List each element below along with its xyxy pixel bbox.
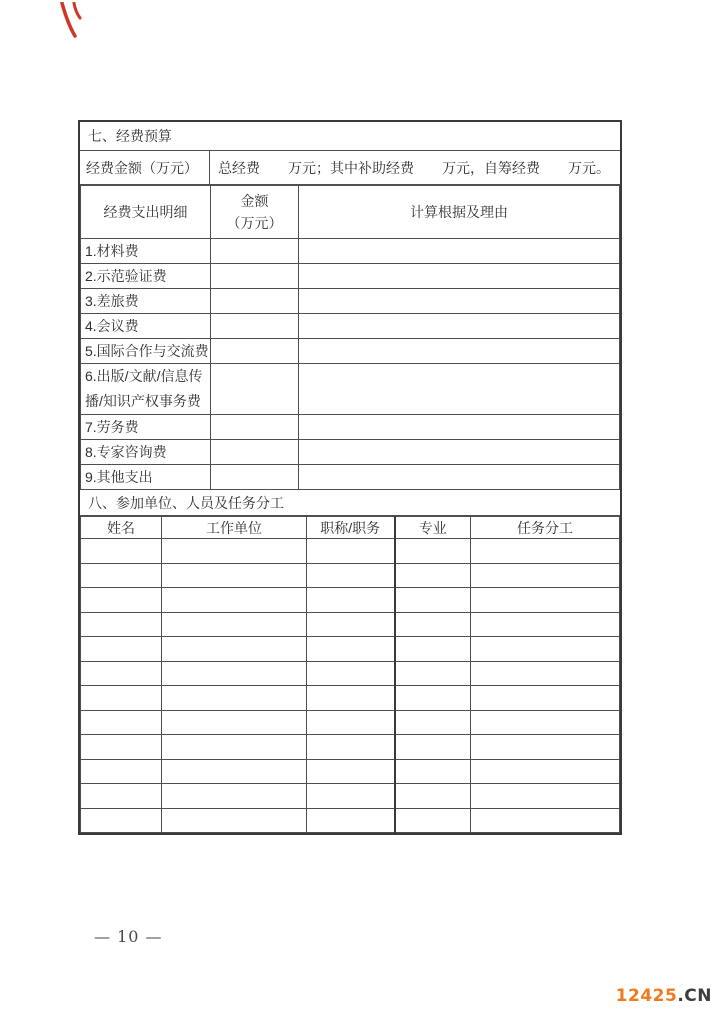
participants-header-4: 专业 — [395, 517, 471, 539]
participant-cell — [307, 661, 395, 686]
participants-header-2: 工作单位 — [162, 517, 307, 539]
participant-cell — [395, 710, 471, 735]
budget-item-label: 8.专家咨询费 — [81, 440, 211, 465]
participant-row — [81, 759, 620, 784]
participant-cell — [81, 686, 162, 711]
participants-table — [80, 516, 620, 833]
budget-row — [81, 289, 620, 314]
participant-cell — [81, 637, 162, 662]
participants-header-row — [81, 517, 620, 539]
participant-cell — [307, 588, 395, 613]
budget-row — [81, 465, 620, 490]
participant-cell — [471, 759, 620, 784]
participant-cell — [162, 588, 307, 613]
participant-cell — [471, 710, 620, 735]
participant-cell — [307, 808, 395, 833]
budget-amount-cell — [211, 465, 299, 490]
participants-header-3: 职称/职务 — [307, 517, 395, 539]
participant-cell — [81, 735, 162, 760]
participants-header-1: 姓名 — [81, 517, 162, 539]
budget-amount-cell — [211, 364, 299, 415]
participant-cell — [395, 735, 471, 760]
participant-cell — [471, 563, 620, 588]
participant-row — [81, 686, 620, 711]
participant-cell — [471, 808, 620, 833]
funding-amount-row — [80, 151, 620, 185]
funding-amount-content: 总经费 万元；其中补助经费 万元，自筹经费 万元。 — [218, 159, 610, 176]
participant-row — [81, 612, 620, 637]
participant-cell — [162, 539, 307, 564]
participant-cell — [471, 784, 620, 809]
participant-row — [81, 784, 620, 809]
budget-row — [81, 364, 620, 415]
participant-cell — [162, 784, 307, 809]
participant-cell — [81, 661, 162, 686]
budget-row — [81, 314, 620, 339]
budget-item-label: 5.国际合作与交流费 — [81, 339, 211, 364]
budget-row — [81, 339, 620, 364]
budget-item-label: 7.劳务费 — [81, 415, 211, 440]
participant-row — [81, 710, 620, 735]
participant-cell — [307, 686, 395, 711]
participant-cell — [395, 784, 471, 809]
participant-cell — [307, 710, 395, 735]
participant-cell — [395, 612, 471, 637]
participant-row — [81, 661, 620, 686]
budget-amount-cell — [211, 339, 299, 364]
participant-cell — [471, 588, 620, 613]
participant-row — [81, 637, 620, 662]
participant-row — [81, 588, 620, 613]
participant-cell — [395, 661, 471, 686]
participant-cell — [162, 759, 307, 784]
participant-cell — [81, 612, 162, 637]
participant-cell — [162, 808, 307, 833]
budget-item-header: 经费支出明细 — [81, 186, 211, 239]
participant-cell — [395, 686, 471, 711]
participant-row — [81, 808, 620, 833]
participant-cell — [307, 784, 395, 809]
budget-item-label: 3.差旅费 — [81, 289, 211, 314]
participant-cell — [307, 735, 395, 760]
budget-basis-cell — [299, 289, 620, 314]
budget-basis-cell — [299, 339, 620, 364]
participant-cell — [81, 563, 162, 588]
participant-cell — [307, 612, 395, 637]
participant-cell — [395, 588, 471, 613]
participant-cell — [471, 612, 620, 637]
section7-title: 七、经费预算 — [80, 122, 620, 151]
application-form-table — [78, 120, 622, 835]
participant-cell — [162, 661, 307, 686]
participant-cell — [81, 710, 162, 735]
budget-amount-cell — [211, 264, 299, 289]
participant-cell — [162, 563, 307, 588]
participant-cell — [395, 563, 471, 588]
participant-cell — [81, 808, 162, 833]
budget-amount-cell — [211, 440, 299, 465]
budget-amount-cell — [211, 314, 299, 339]
budget-item-label: 2.示范验证费 — [81, 264, 211, 289]
participant-cell — [162, 612, 307, 637]
budget-basis-cell — [299, 239, 620, 264]
watermark-suffix: .CN — [677, 986, 712, 1006]
participant-cell — [471, 539, 620, 564]
budget-row — [81, 415, 620, 440]
budget-amount-cell — [211, 415, 299, 440]
participant-cell — [471, 686, 620, 711]
budget-table — [80, 185, 620, 490]
budget-amount-header: 金额 （万元） — [211, 186, 299, 239]
participant-cell — [471, 637, 620, 662]
budget-amount-cell — [211, 239, 299, 264]
participant-cell — [395, 539, 471, 564]
participant-cell — [307, 759, 395, 784]
budget-item-label: 9.其他支出 — [81, 465, 211, 490]
participant-cell — [307, 637, 395, 662]
budget-item-label: 6.出版/文献/信息传播/知识产权事务费 — [81, 364, 211, 415]
participant-cell — [395, 808, 471, 833]
participant-cell — [395, 637, 471, 662]
budget-basis-header: 计算根据及理由 — [299, 186, 620, 239]
budget-basis-cell — [299, 415, 620, 440]
budget-basis-cell — [299, 314, 620, 339]
budget-row — [81, 440, 620, 465]
participant-cell — [81, 759, 162, 784]
budget-basis-cell — [299, 440, 620, 465]
participant-cell — [81, 588, 162, 613]
funding-amount-label: 经费金额（万元） — [80, 151, 210, 184]
participant-cell — [471, 735, 620, 760]
budget-amount-cell — [211, 289, 299, 314]
participant-cell — [81, 784, 162, 809]
participant-row — [81, 539, 620, 564]
participant-cell — [307, 563, 395, 588]
participant-cell — [162, 710, 307, 735]
budget-basis-cell — [299, 465, 620, 490]
budget-header-row — [81, 186, 620, 239]
budget-row — [81, 264, 620, 289]
budget-item-label: 4.会议费 — [81, 314, 211, 339]
watermark-prefix: 12425 — [615, 986, 678, 1006]
budget-basis-cell — [299, 264, 620, 289]
participant-cell — [307, 539, 395, 564]
budget-basis-cell — [299, 364, 620, 415]
red-pen-mark — [58, 2, 84, 42]
budget-item-label: 1.材料费 — [81, 239, 211, 264]
section8-title: 八、参加单位、人员及任务分工 — [80, 490, 620, 516]
participant-cell — [162, 686, 307, 711]
participant-cell — [162, 637, 307, 662]
page-number: — 10 — — [94, 927, 163, 946]
participants-header-5: 任务分工 — [471, 517, 620, 539]
participant-cell — [395, 759, 471, 784]
budget-row — [81, 239, 620, 264]
participant-row — [81, 735, 620, 760]
participant-row — [81, 563, 620, 588]
watermark-logo — [616, 986, 712, 1006]
participant-cell — [162, 735, 307, 760]
participant-cell — [471, 661, 620, 686]
participant-cell — [81, 539, 162, 564]
